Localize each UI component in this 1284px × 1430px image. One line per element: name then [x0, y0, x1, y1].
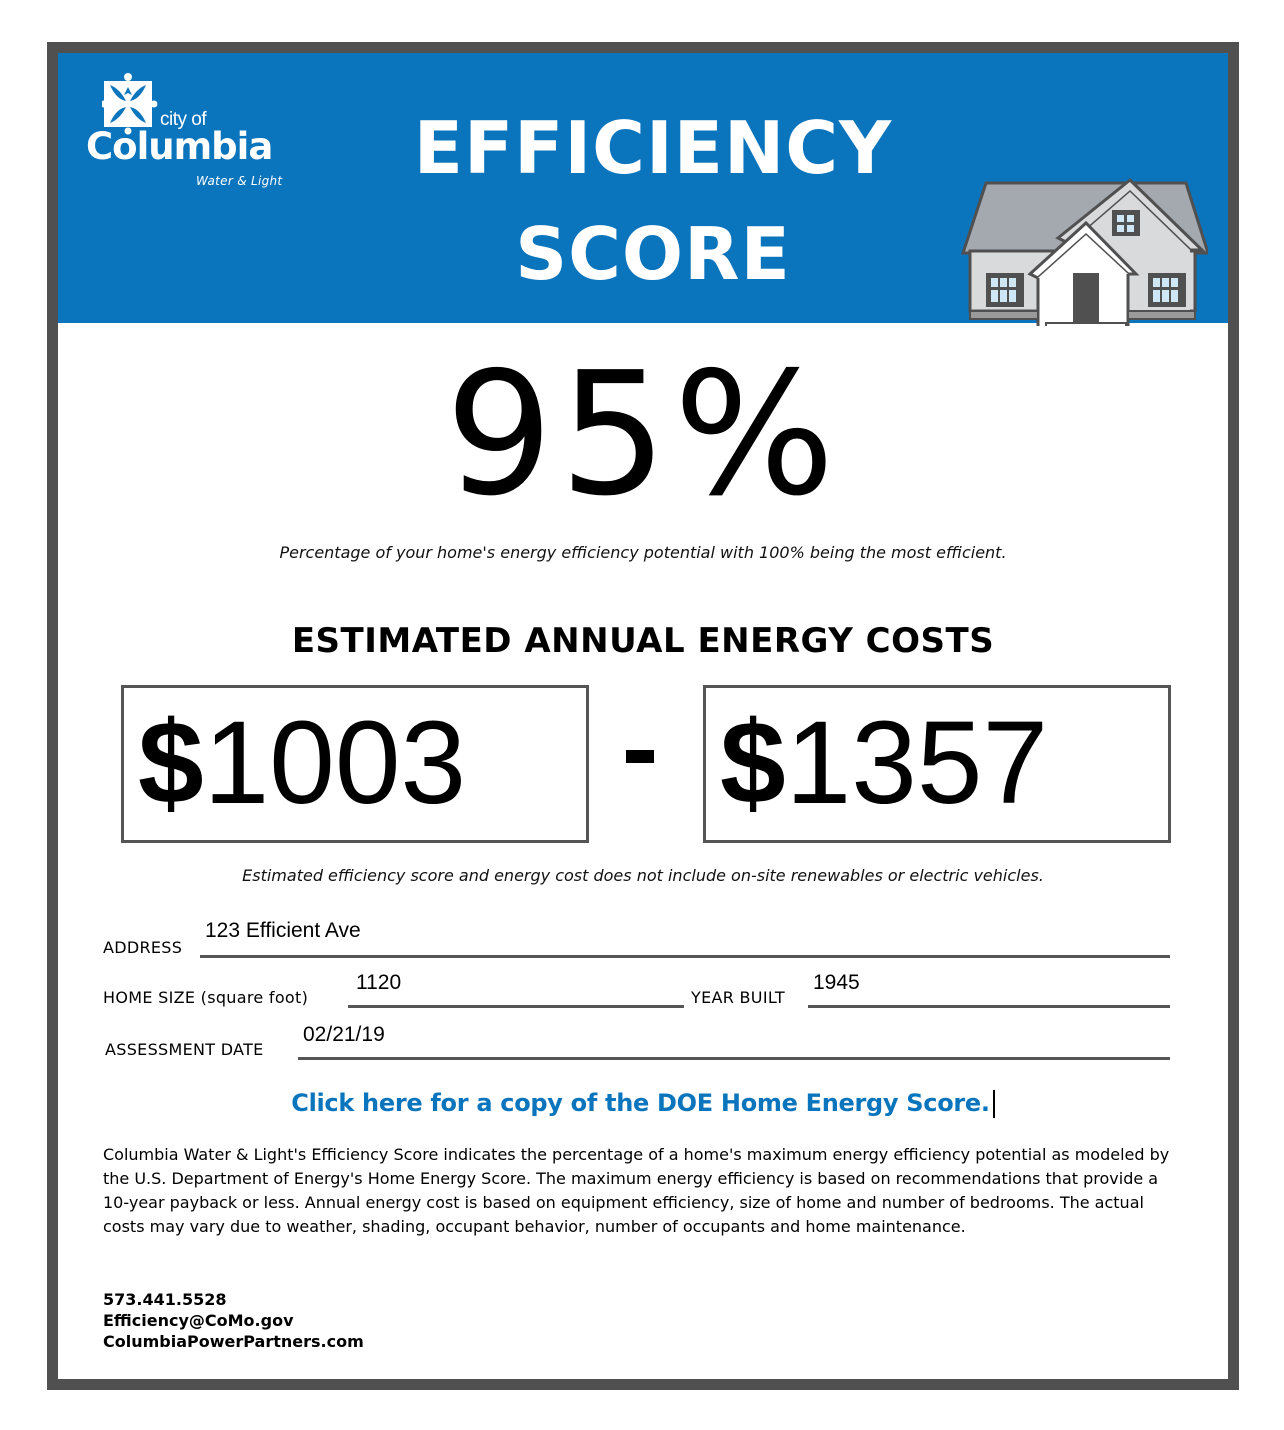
header-banner [58, 53, 1228, 323]
efficiency-score-value: 95% [445, 336, 841, 534]
assessment-date-value[interactable]: 02/21/19 [303, 1023, 385, 1046]
home-size-value[interactable]: 1120 [356, 971, 402, 994]
contact-website: ColumbiaPowerPartners.com [103, 1332, 364, 1351]
home-size-label: HOME SIZE (square foot) [103, 988, 309, 1007]
year-built-label: YEAR BUILT [691, 988, 785, 1007]
doe-link-label[interactable]: Click here for a copy of the DOE Home Energy Score. [291, 1089, 990, 1117]
assessment-date-label: ASSESSMENT DATE [105, 1040, 264, 1059]
text-cursor [993, 1090, 995, 1118]
cost-range-separator [626, 750, 654, 763]
contact-info [103, 1289, 603, 1352]
title-line-2: SCORE [515, 212, 791, 296]
cost-low-amount: 1003 [203, 697, 467, 829]
logo-columbia: Columbia [86, 125, 273, 168]
address-value[interactable]: 123 Efficient Ave [205, 919, 361, 942]
dollar-sign: $ [720, 697, 786, 829]
logo-city-of: city of [160, 109, 207, 130]
dollar-sign: $ [138, 697, 204, 829]
cost-high-box [703, 685, 1171, 843]
address-label: ADDRESS [103, 938, 183, 957]
title-line-1: EFFICIENCY [413, 106, 893, 190]
costs-heading: ESTIMATED ANNUAL ENERGY COSTS [291, 621, 995, 661]
page-title [368, 95, 938, 307]
disclaimer-paragraph: Columbia Water & Light's Efficiency Score indicates the percentage of a home's maximum energy efficiency potential as modeled by the U.S. Department of Energy's Home Energy Score. The maximum energy efficiency is based on recommendations that provide a 10-year payback or less. Annual energy cost is based on equipment efficiency, size of home and number of bedrooms. The actual costs may vary due to weather, shading, occupant behavior, number of occupants and home maintenance. [103, 1145, 1170, 1236]
logo-water-light: Water & Light [196, 174, 283, 188]
home-size-underline [348, 1005, 684, 1008]
year-built-value[interactable]: 1945 [813, 971, 860, 994]
doe-home-energy-score-link[interactable] [58, 1089, 1228, 1118]
contact-email: Efficiency@CoMo.gov [103, 1311, 294, 1330]
year-built-underline [808, 1005, 1170, 1008]
score-caption: Percentage of your home's energy efficiency potential with 100% being the most efficient. [279, 543, 1007, 562]
address-underline [200, 955, 1170, 958]
cost-low-box [121, 685, 589, 843]
cost-high-amount: 1357 [785, 697, 1049, 829]
contact-phone: 573.441.5528 [103, 1290, 227, 1309]
efficiency-score-card [47, 42, 1239, 1390]
city-logo [86, 73, 316, 193]
assessment-date-underline [298, 1057, 1170, 1060]
house-icon [958, 178, 1208, 326]
cost-note: Estimated efficiency score and energy cost does not include on-site renewables or electric vehicles. [242, 866, 1044, 885]
